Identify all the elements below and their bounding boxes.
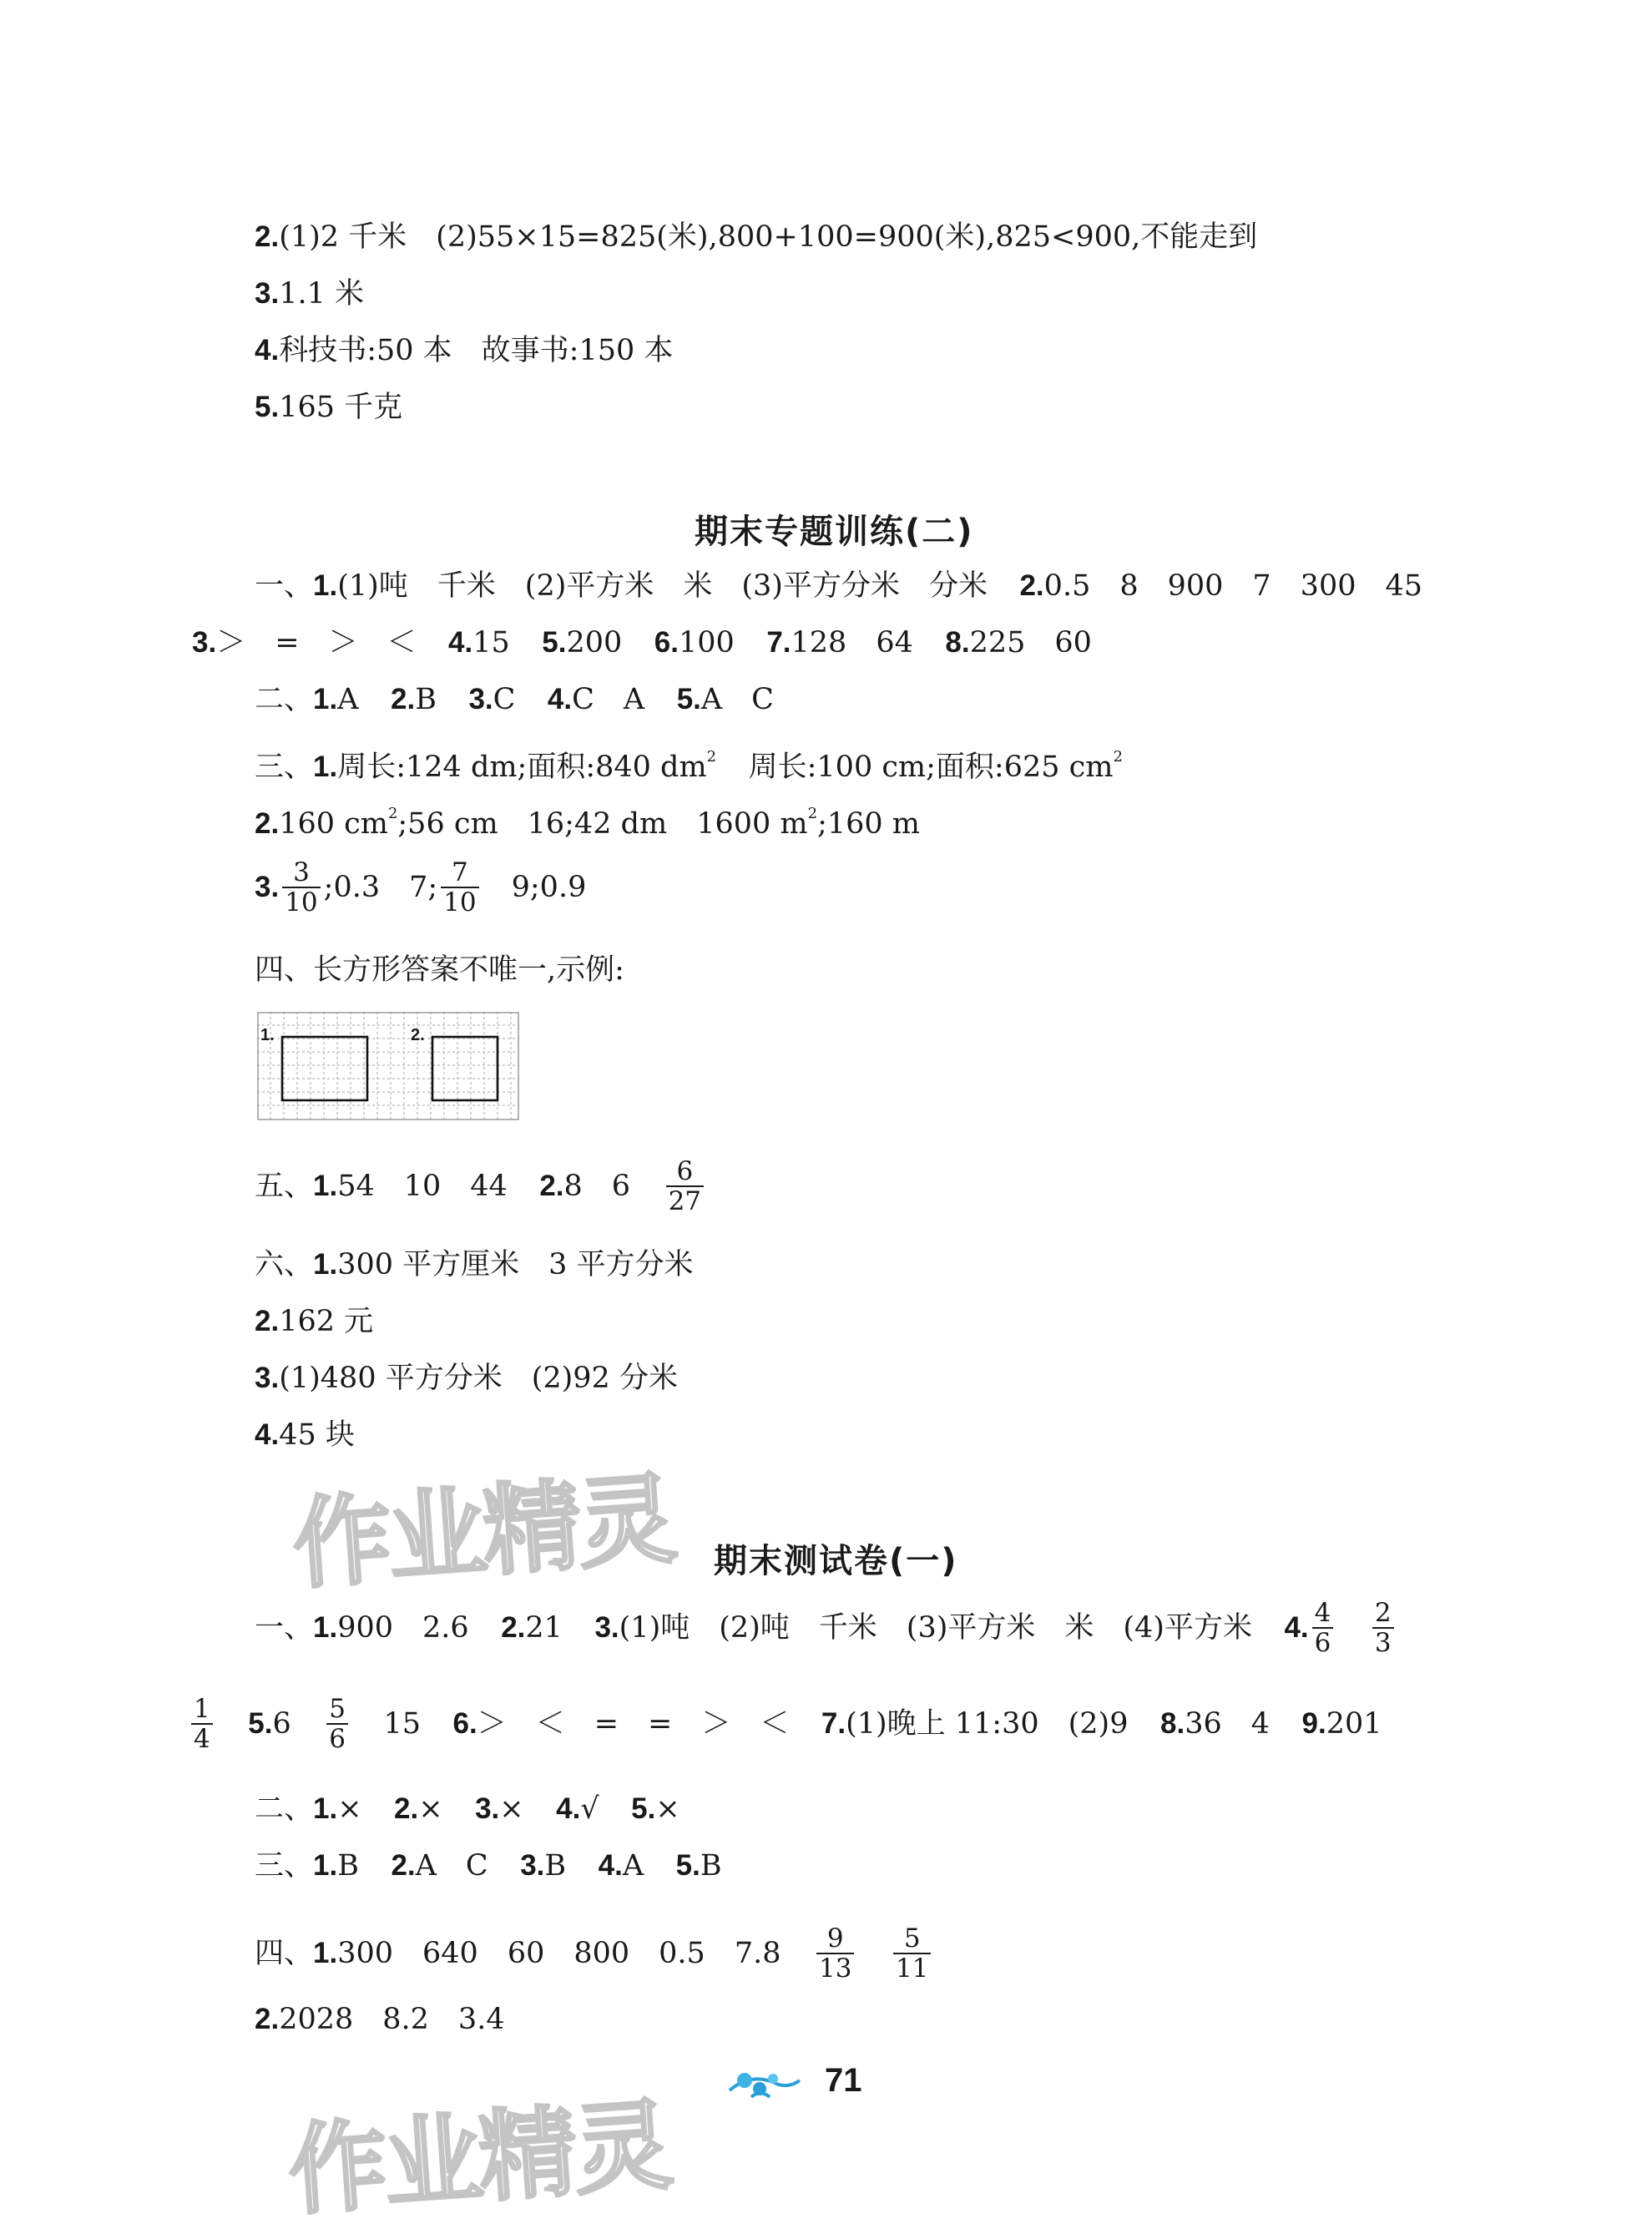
section2-title: 期末专题训练(二) [695, 513, 974, 551]
s3-p4-line2: 2.2028 8.2 3.4 [255, 2003, 505, 2036]
superscript: 2 [706, 748, 717, 766]
s2-p3-line1: 三、1.周长:124 dm;面积:840 $dm^2$ 周长:100 cm;面积:625 $cm^2$ [255, 748, 1123, 784]
s2-p1-line1: 一、1.(1)吨 千米 (2)平方米 米 (3)平方分米 分米 2.0.5 8 900 7 300 45 [255, 569, 1423, 603]
section3-title: 期末测试卷(一) [714, 1542, 958, 1580]
s1-q3-text: 1 米 [306, 277, 365, 311]
s2-p4-head: 四、 [255, 953, 314, 987]
s2-p5-q2: 8 6 [563, 1170, 631, 1203]
s3-p2-q3: × [499, 1792, 524, 1826]
watermark-logo-bottom: 作业精灵 [285, 2087, 673, 2229]
fraction: $\frac{5}{6}$ [326, 1695, 348, 1753]
s3-p3-head: 三、 [255, 1849, 314, 1883]
s2-p1-line2: 3.＞ = ＞ ＜ 4.15 5.200 6.100 7.128 64 8.225 60 [192, 626, 1092, 660]
s2-p1-head: 一、 [255, 569, 314, 603]
superscript: 2 [1113, 748, 1123, 766]
s2-p2-q2: B [415, 683, 437, 716]
fraction: $\frac{3}{10}$ [282, 858, 320, 917]
watermark-logo: 作业精灵 [289, 1461, 677, 1603]
s3-p3-q1: B [337, 1849, 359, 1883]
s2-p3-q1a: 周长:124 dm;面积:840 dm [337, 751, 707, 784]
s3-p1-q3: (1)吨 (2)吨 千米 (3)平方米 米 (4)平方米 [619, 1611, 1252, 1645]
s3-p2-head: 二、 [255, 1792, 314, 1826]
s3-p1-q8: 36 4 [1185, 1707, 1270, 1741]
s3-p2-q1: × [337, 1792, 362, 1826]
grid-label-2: 2. [411, 1026, 425, 1044]
s2-p1-q4: 15 [472, 626, 510, 660]
s2-p6-q2: 162 元 [279, 1305, 374, 1338]
s1-q4: 4.科技书:50 本 故事书:150 本 [255, 334, 674, 367]
s1-q2-text: (1)2 千米 (2)55×15=825(米),800+100=900(米),825<900,不能走到 [279, 220, 1258, 254]
s2-p5-head: 五、 [255, 1170, 314, 1203]
s3-p1-line1: 一、 1. 900 2.6 2. 21 3. (1)吨 (2)吨 千米 (3)平方米 米 (4)平方米 4. $\frac{4}{6}$ $\frac{2}{3}$ [255, 1599, 1397, 1657]
s3-p3-q5: B [700, 1849, 722, 1883]
superscript: 2 [807, 805, 818, 822]
s3-p1-q1: 900 2.6 [337, 1611, 469, 1645]
s2-p6-head: 六、 [255, 1248, 314, 1281]
fraction: $\frac{2}{3}$ [1372, 1599, 1394, 1657]
s3-p2-q5: × [655, 1792, 680, 1826]
s2-p3-q3-t2: 9;0.9 [482, 871, 587, 904]
s3-p4-line1: 四、 1. 300 640 60 800 0.5 7.8 $\frac{9}{13}$ $\frac{5}{11}$ [255, 1924, 934, 1983]
s2-p6-line1: 六、1.300 平方厘米 3 平方分米 [255, 1248, 694, 1281]
s3-p1-q9: 201 [1326, 1707, 1382, 1741]
s3-p3-q4: A [622, 1849, 644, 1883]
superscript: 2 [387, 805, 398, 822]
s2-p4 [255, 952, 624, 988]
s3-p4-q1: 300 640 60 800 0.5 7.8 [337, 1937, 781, 1970]
s2-p3-line2: 2.160 $cm^2;56$ cm 16;42 dm 1600 $m^2;160$ m [255, 805, 920, 841]
s2-p6-q3: (1)480 平方分米 (2)92 分米 [279, 1362, 678, 1395]
s2-p6-q4: 45 块 [279, 1418, 355, 1452]
s3-p2: 二、1.× 2.× 3.× 4.√ 5.× [255, 1792, 680, 1826]
s2-p3-q3-t1: ;0.3 7; [323, 871, 438, 904]
s2-p2-q1: A [337, 683, 359, 716]
s1-q4-text: 科技书:50 本 故事书:150 本 [279, 334, 674, 367]
rectangle-1 [282, 1037, 367, 1100]
s2-p3-q1b: 周长:100 cm;面积:625 cm [748, 751, 1114, 784]
fraction: $\frac{6}{27}$ [666, 1157, 704, 1216]
s1-q2: 2.(1)2 千米 (2)55×15=825(米),800+100=900(米),825<900,不能走到 [255, 220, 1258, 254]
s2-p6-line2: 2.162 元 [255, 1305, 374, 1338]
s1-q5-text: 165 千克 [279, 391, 403, 424]
flower-icon [726, 2064, 801, 2105]
rectangle-2 [432, 1037, 498, 1100]
page-number: 71 [825, 2062, 862, 2099]
s2-p3-q2c: ;160 m [817, 807, 920, 841]
s2-p5-q1: 54 10 44 [337, 1170, 508, 1203]
s2-p6-line3: 3.(1)480 平方分米 (2)92 分米 [255, 1362, 678, 1395]
s2-p4-text: 长方形答案不唯一,示例: [313, 953, 624, 987]
s2-p2-q5: A C [700, 683, 774, 716]
rectangle-grid-figure [257, 1012, 524, 1122]
s2-p2-head: 二、 [255, 683, 314, 716]
s1-q3: 3.1.1 米 [255, 277, 365, 311]
s2-p1-q2: 0.5 8 900 7 300 45 [1043, 569, 1423, 603]
s3-p3: 三、1.B 2.A C 3.B 4.A 5.B [255, 1849, 722, 1883]
s2-p6-q1: 300 平方厘米 3 平方分米 [337, 1248, 694, 1281]
fraction: $\frac{4}{6}$ [1312, 1599, 1334, 1657]
fraction: $\frac{1}{4}$ [191, 1695, 213, 1753]
s2-p1-q5: 200 [566, 626, 623, 660]
s2-p2-q3: C [493, 683, 516, 716]
s3-p3-q3: B [544, 1849, 567, 1883]
s2-p3-line3: 3. $\frac{3}{10}$ ;0.3 7; $\frac{7}{10}$ 9;0.9 [255, 857, 587, 917]
s3-p1-q5a: 6 [272, 1707, 291, 1741]
fraction: $\frac{9}{13}$ [816, 1924, 854, 1983]
s3-p1-q2: 21 [525, 1611, 563, 1645]
s1-q5: 5.165 千克 [255, 391, 403, 424]
s2-p3-head: 三、 [255, 751, 314, 784]
s3-p1-q7: (1)晚上 11:30 (2)9 [846, 1707, 1129, 1741]
grid-label-1: 1. [260, 1026, 275, 1044]
s3-p1-q6: ＞ ＜ = = ＞ ＜ [477, 1707, 790, 1741]
s2-p1-q6: 100 [679, 626, 735, 660]
s2-p1-q1: (1)吨 千米 (2)平方米 米 (3)平方分米 分米 [337, 569, 988, 603]
s3-p2-q2: × [418, 1792, 443, 1826]
s3-p1-line2: $\frac{1}{4}$ 5. 6 $\frac{5}{6}$ 15 6. ＞ ＜ = = ＞ ＜ 7. (1)晚上 11:30 (2)9 8. 36 4 9. 201 [188, 1695, 1382, 1753]
s2-p1-q3: ＞ = ＞ ＜ [216, 626, 417, 660]
s2-p2: 二、1.A 2.B 3.C 4.C A 5.A C [255, 683, 774, 716]
s2-p1-q7: 128 64 [791, 626, 913, 660]
s2-p5: 五、 1. 54 10 44 2. 8 6 $\frac{6}{27}$ [255, 1157, 707, 1216]
s2-p1-q8: 225 60 [969, 626, 1092, 660]
s2-p3-q2b: ;56 cm 16;42 dm 1600 m [397, 807, 808, 841]
s2-p2-q4: C A [572, 683, 645, 716]
s3-p1-head: 一、 [255, 1611, 314, 1645]
s3-p3-q2: A C [415, 1849, 488, 1883]
fraction: $\frac{5}{11}$ [893, 1924, 931, 1983]
s3-p4-head: 四、 [255, 1937, 314, 1970]
s3-p4-q2: 2028 8.2 3.4 [279, 2003, 505, 2036]
s2-p3-q2a: 160 cm [279, 807, 388, 841]
s3-p1-q5b: 15 [383, 1707, 421, 1741]
fraction: $\frac{7}{10}$ [441, 858, 478, 917]
s3-p2-q4: √ [580, 1792, 599, 1826]
s2-p6-line4: 4.45 块 [255, 1418, 355, 1452]
